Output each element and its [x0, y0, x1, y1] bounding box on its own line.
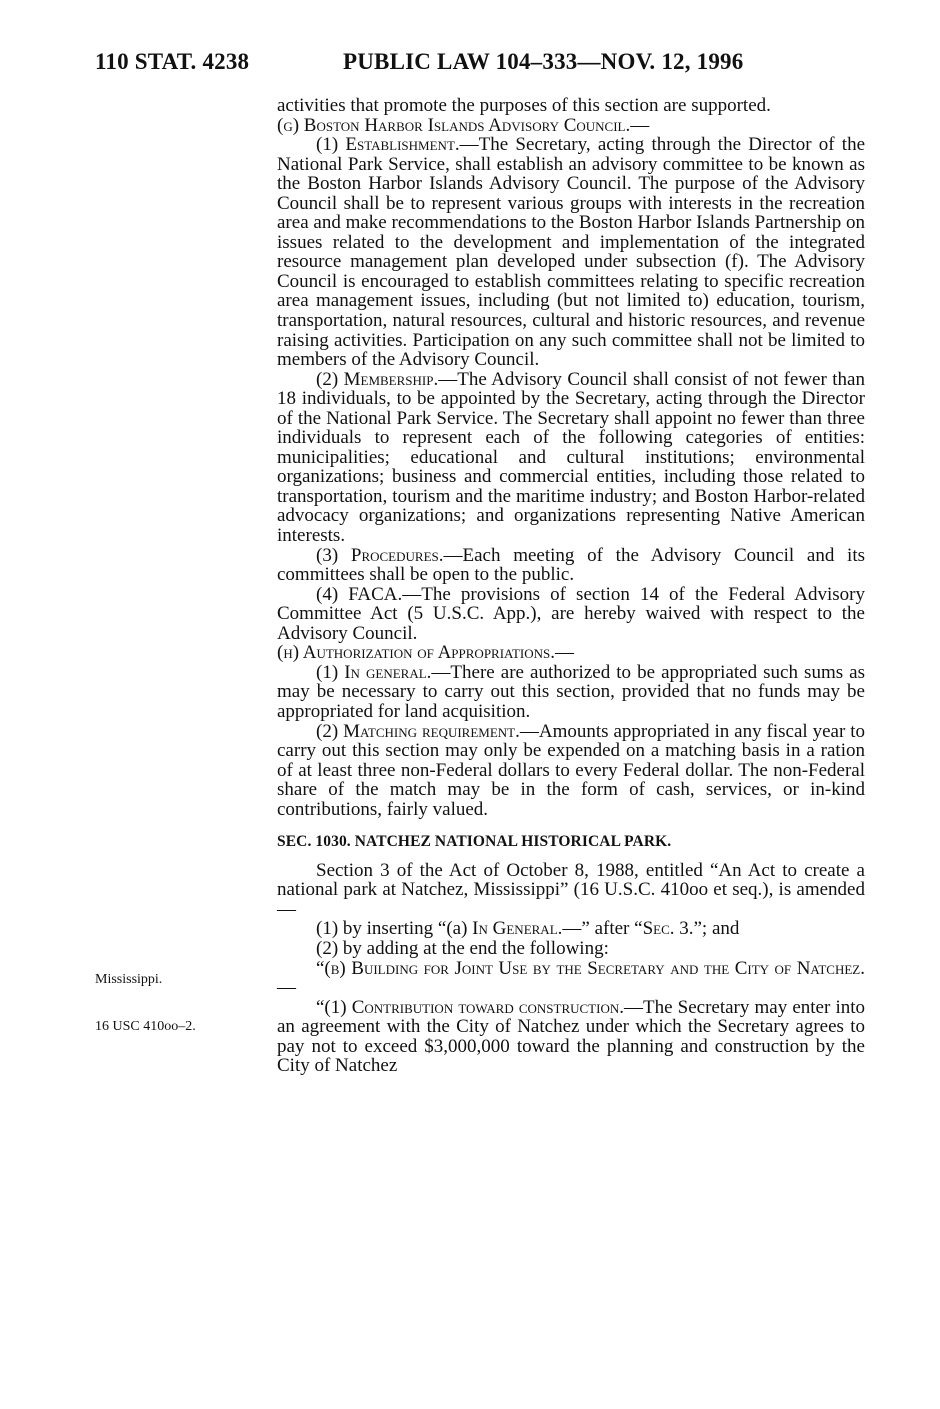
paragraph-h2 [277, 722, 865, 820]
amendment-1 [277, 919, 865, 939]
paragraph-label: (2) Membership. [316, 368, 439, 390]
section-intro: Section 3 of the Act of October 8, 1988, entitled “An Act to create a national park at Natchez, Mississippi” (16 U.S.C. 410oo et seq.), is amended— [277, 859, 865, 920]
paragraph-h1 [277, 663, 865, 722]
paragraph-label: (1) Establishment. [316, 134, 460, 156]
page-running-title: PUBLIC LAW 104–333—NOV. 12, 1996 [343, 49, 744, 74]
paragraph-body: —The provisions of section 14 of the Federal Advisory Committee Act (5 U.S.C. App.), are hereby waived with respect to the Advisory Council. [277, 583, 865, 644]
paragraph-body: —The Secretary may enter into an agreement with the City of Natchez under which the Secretary agrees to pay not to exceed $3,000,000 toward the planning and construction by the City of Natchez [277, 996, 865, 1077]
paragraph-g4 [277, 585, 865, 644]
amendment-text: .—” after “ [557, 918, 643, 940]
paragraph-body: —The Secretary, acting through the Director of the National Park Service, shall establish an advisory committee to be known as the Boston Harbor Islands Advisory Council. The purpose of the Advisory Council shall be to represent various groups with interests in the recreation area and make recommendations to the Boston Harbor Islands Partnership on issues related to the development and implementation of the integrated resource management plan developed under subsection (f). The Advisory Council is encouraged to establish committees relating to specific recreation area management issues, including (but not limited to) education, tourism, transportation, natural resources, cultural and historic resources, and revenue raising activities. Participation on any such committee shall not be limited to members of the Advisory Council. [277, 134, 865, 371]
section-1030-heading: SEC. 1030. NATCHEZ NATIONAL HISTORICAL PARK. [277, 833, 672, 851]
subsection-g-heading: (g) Boston Harbor Islands Advisory Council.— [277, 114, 650, 136]
subsection-b-heading: “(b) Building for Joint Use by the Secretary and the City of Natchez.— [277, 957, 865, 999]
paragraph-label: (4) FACA. [316, 583, 403, 605]
margin-note-state: Mississippi. [95, 972, 163, 987]
paragraph-body: —Amounts appropriated in any fiscal year to carry out this section may only be expended on a matching basis in a ration of at least three non-Federal dollars to every Federal dollar. The non-Federal share of the match may be in the form of cash, services, or in-kind contributions, fairly valued. [277, 720, 866, 820]
amendment-text: In General [472, 918, 558, 940]
paragraph-body: —Each meeting of the Advisory Council and its committees shall be open to the public. [277, 544, 866, 586]
amendment-text: (1) by inserting “(a) [316, 918, 473, 940]
amendment-text: Sec [642, 918, 670, 940]
paragraph-g2 [277, 370, 865, 546]
margin-note-citation: 16 USC 410oo–2. [95, 1019, 196, 1034]
paragraph-b1 [277, 998, 865, 1076]
paragraph-label: (1) In general. [316, 661, 432, 683]
paragraph-body: —There are authorized to be appropriated such sums as may be necessary to carry out this section, provided that no funds may be appropriated for land acquisition. [277, 661, 866, 722]
paragraph-body: —The Advisory Council shall consist of not fewer than 18 individuals, to be appointed by the Secretary, acting through the Director of the National Park Service. The Secretary shall appoint no fewer than three individuals to represent each of the following categories of entities: municipalities; educational and cultural institutions; environmental organizations; business and commercial entities, including those related to transportation, tourism and the maritime industry; and Boston Harbor-related advocacy organizations; and organizations representing Native American interests. [277, 368, 865, 547]
amendment-text: . 3.”; and [669, 918, 740, 940]
paragraph-label: (3) Procedures. [316, 544, 444, 566]
paragraph-g3 [277, 546, 865, 585]
paragraph-label: “(1) Contribution toward construction. [316, 996, 624, 1018]
paragraph-label: (2) Matching requirement. [316, 720, 520, 742]
amendment-2: (2) by adding at the end the following: [316, 937, 609, 959]
subsection-h-heading: (h) Authorization of Appropriations.— [277, 642, 575, 664]
body-text [277, 96, 865, 1076]
page-stat-reference: 110 STAT. 4238 [95, 49, 250, 74]
paragraph-g1 [277, 135, 865, 370]
paragraph-continuation: activities that promote the purposes of this section are supported. [277, 95, 771, 116]
